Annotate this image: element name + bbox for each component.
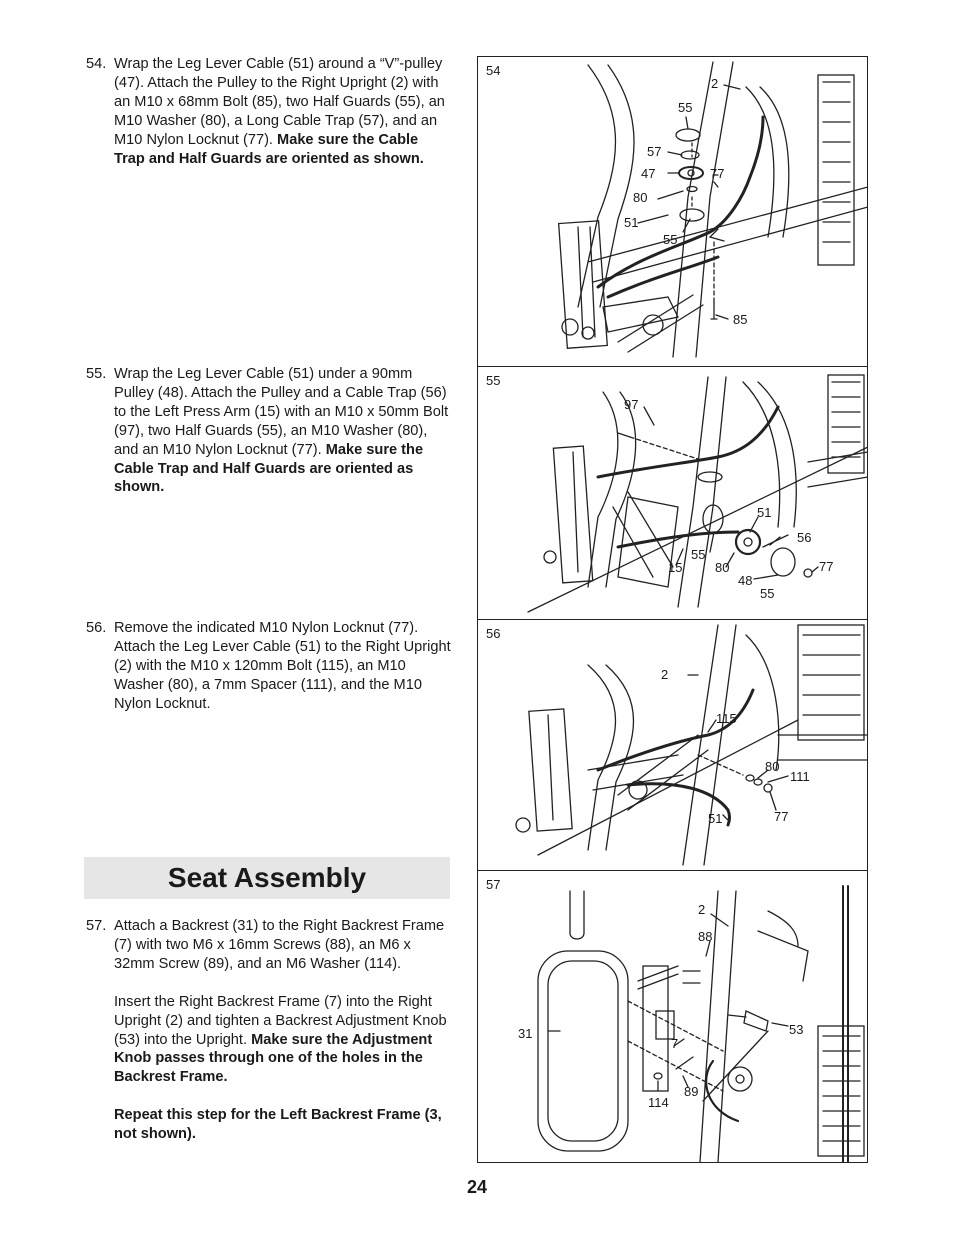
panel-label: 54 [486, 63, 501, 78]
panel-label: 57 [486, 877, 501, 892]
callout-label: 55 [691, 547, 706, 562]
step-number: 55. [86, 366, 107, 382]
callout-label: 114 [648, 1095, 669, 1110]
step-55 [86, 365, 451, 497]
step-54 [86, 55, 451, 168]
callout-label: 85 [733, 312, 748, 327]
illustration-step-56 [478, 620, 868, 870]
assembly-drawing-57 [478, 871, 868, 1162]
callout-label: 51 [757, 505, 772, 520]
step-56 [86, 619, 451, 714]
callout-label: 51 [708, 811, 723, 826]
callout-label: 2 [661, 667, 669, 682]
callout-label: 56 [797, 530, 812, 545]
callout-label: 7 [671, 1036, 679, 1051]
assembly-drawing-56 [478, 620, 868, 870]
illustration-step-55 [478, 367, 868, 619]
callout-label: 57 [647, 144, 662, 159]
panel-label: 55 [486, 373, 501, 388]
step-57 [86, 917, 451, 1144]
callout-label: 89 [684, 1084, 699, 1099]
step-text: Wrap the Leg Lever Cable (51) around a “V”-pulley (47). Attach the Pulley to the Right Upright (2) with an M10 x 68mm Bolt (85), two Half Guards (55), an M10 Washer (80), a Long Cable Trap (57), and an M10 Nylon Locknut (77). Make sure the Cable Trap and Half Guards are oriented as shown. [114, 56, 445, 167]
step-text: Wrap the Leg Lever Cable (51) under a 90mm Pulley (48). Attach the Pulley and a Cable Trap (56) to the Left Press Arm (15) with an M10 x 50mm Bolt (97), two Half Guards (55), an M10 Washer (80), and an M10 Nylon Locknut (77). Make sure the Cable Trap and Half Guards are oriented as shown. [114, 366, 449, 496]
page-number: 24 [466, 1177, 488, 1197]
step-text: Insert the Right Backrest Frame (7) into the Right Upright (2) and tighten a Backrest Adjustment Knob (53) into the Upright. Make sure the Adjustment Knob passes through one of the holes in the Backrest Frame. [114, 993, 447, 1086]
callout-label: 48 [738, 573, 753, 588]
callout-label: 77 [710, 166, 725, 181]
callout-label: 111 [790, 769, 810, 784]
step-number: 54. [86, 56, 107, 72]
callout-label: 115 [716, 711, 737, 726]
callout-label: 2 [698, 902, 706, 917]
callout-label: 88 [698, 929, 713, 944]
callout-label: 97 [624, 397, 639, 412]
assembly-drawing-54 [478, 57, 868, 366]
step-number: 57. [86, 918, 107, 934]
callout-label: 55 [678, 100, 693, 115]
callout-label: 51 [624, 215, 639, 230]
assembly-drawing-55 [478, 367, 868, 619]
callout-label: 2 [711, 76, 719, 91]
step-text: Attach a Backrest (31) to the Right Backrest Frame (7) with two M6 x 16mm Screws (88), an M6 x 32mm Screw (89), and an M6 Washer (114). [114, 918, 445, 972]
callout-label: 15 [668, 560, 683, 575]
callout-label: 55 [760, 586, 775, 601]
section-title: Seat Assembly [167, 862, 367, 893]
step-warning: Make sure the Adjustment Knob passes through one of the holes in the Backrest Frame. [114, 1031, 433, 1086]
callout-label: 80 [633, 190, 648, 205]
illustration-step-54 [478, 57, 868, 366]
callout-label: 55 [663, 232, 678, 247]
callout-label: 31 [518, 1026, 533, 1041]
step-warning: Make sure the Cable Trap and Half Guards are oriented as shown. [114, 131, 424, 167]
step-note: Repeat this step for the Left Backrest Frame (3, not shown). [114, 1107, 442, 1143]
callout-label: 77 [819, 559, 834, 574]
callout-label: 80 [715, 560, 730, 575]
callout-label: 80 [765, 759, 780, 774]
callout-label: 77 [774, 809, 789, 824]
callout-label: 47 [641, 166, 656, 181]
callout-label: 53 [789, 1022, 804, 1037]
step-text: Remove the indicated M10 Nylon Locknut (77). Attach the Leg Lever Cable (51) to the Right Upright (2) with the M10 x 120mm Bolt (115), an M10 Washer (80), a 7mm Spacer (111), and the M10 Nylon Locknut. [114, 620, 451, 712]
step-number: 56. [86, 620, 107, 636]
panel-label: 56 [486, 626, 501, 641]
illustration-step-57 [478, 871, 868, 1162]
step-warning: Make sure the Cable Trap and Half Guards are oriented as shown. [114, 441, 424, 496]
